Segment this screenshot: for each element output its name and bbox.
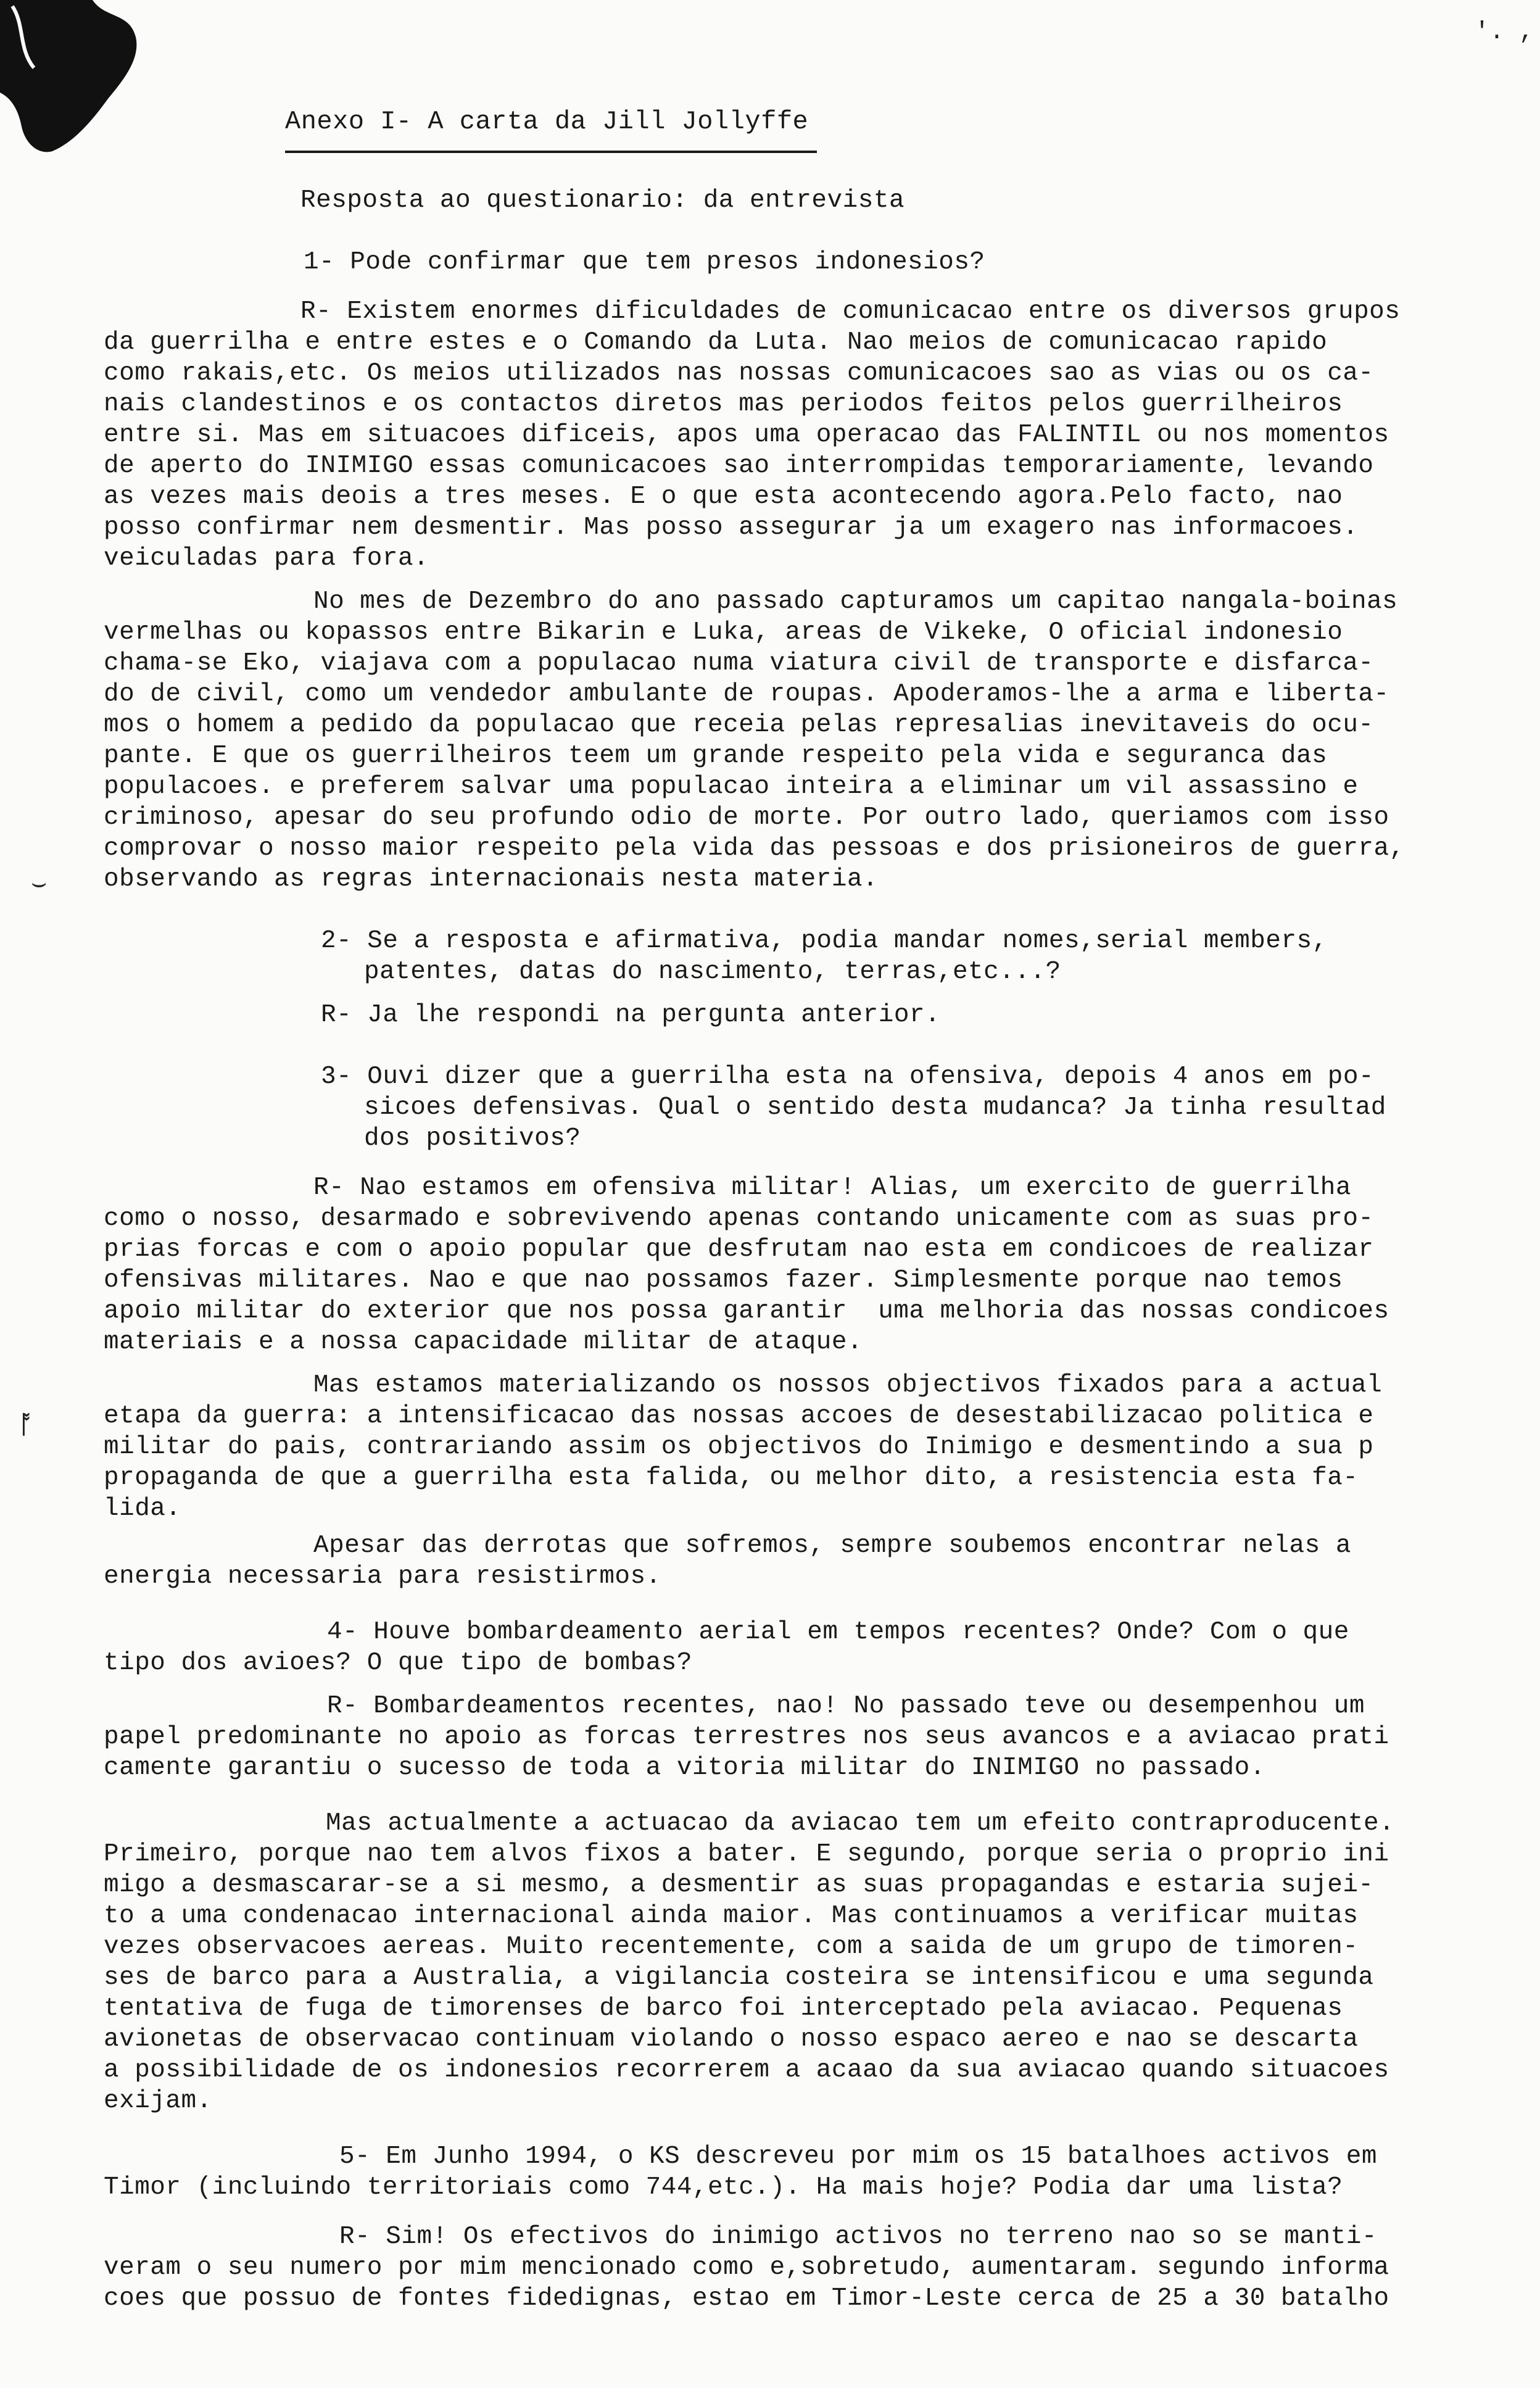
answer-5-line: R- Sim! Os efectivos do inimigo activos no terreno nao so se manti- xyxy=(339,2223,1377,2251)
paragraph-december-line: chama-se Eko, viajava com a populacao numa viatura civil de transporte e disfarca- xyxy=(104,649,1374,678)
question-5: 5- Em Junho 1994, o KS descreveu por mim os 15 batalhoes activos em xyxy=(339,2142,1377,2171)
margin-mark-top-right: '. , xyxy=(1475,19,1534,46)
answer-4-line: to a uma condenacao internacional ainda maior. Mas continuamos a verificar muitas xyxy=(104,1902,1359,1930)
answer-2: R- Ja lhe respondi na pergunta anterior. xyxy=(321,1001,941,1029)
paragraph-december-line: mos o homem a pedido da populacao que receia pelas represalias inevitaveis do ocu- xyxy=(104,711,1374,739)
question-4: tipo dos avioes? O que tipo de bombas? xyxy=(104,1649,692,1677)
answer-4-line: papel predominante no apoio as forcas terrestres nos seus avancos e a aviacao prati xyxy=(104,1723,1389,1751)
answer-3-line: energia necessaria para resistirmos. xyxy=(104,1562,661,1591)
answer-3-line: como o nosso, desarmado e sobrevivendo apenas contando unicamente com as suas pro- xyxy=(104,1204,1374,1233)
paragraph-december-line: populacoes. e preferem salvar uma populacao inteira a eliminar um vil assassino e xyxy=(104,773,1359,801)
answer-4-line: avionetas de observacao continuam violando o nosso espaco aereo e nao se descarta xyxy=(104,2025,1359,2054)
answer-4-line: migo a desmascarar-se a si mesmo, a desmentir as suas propagandas e estaria sujei- xyxy=(104,1871,1374,1899)
answer-3-line: materiais e a nossa capacidade militar de ataque. xyxy=(104,1328,863,1356)
answer-4-line: exijam. xyxy=(104,2087,212,2115)
page-title: Anexo I- A carta da Jill Jollyffe xyxy=(285,107,809,136)
answer-5-line: coes que possuo de fontes fidedignas, estao em Timor-Leste cerca de 25 a 30 batalho xyxy=(104,2284,1389,2313)
answer-1-line: posso confirmar nem desmentir. Mas posso assegurar ja um exagero nas informacoes. xyxy=(104,513,1359,542)
question-4: 4- Houve bombardeamento aerial em tempos recentes? Onde? Com o que xyxy=(327,1618,1349,1646)
question-3: dos positivos? xyxy=(364,1124,581,1153)
paragraph-december-line: observando as regras internacionais nesta materia. xyxy=(104,865,879,893)
answer-3-line: Apesar das derrotas que sofremos, sempre soubemos encontrar nelas a xyxy=(313,1532,1351,1560)
answer-1-line: da guerrilha e entre estes e o Comando da Luta. Nao meios de comunicacao rapido xyxy=(104,328,1328,357)
paragraph-december-line: criminoso, apesar do seu profundo odio de morte. Por outro lado, queriamos com isso xyxy=(104,803,1389,832)
answer-4-line: Mas actualmente a actuacao da aviacao tem um efeito contraproducente. xyxy=(326,1809,1395,1838)
answer-3-line: ofensivas militares. Nao e que nao possamos fazer. Simplesmente porque nao temos xyxy=(104,1266,1343,1295)
ink-blot-decoration xyxy=(0,0,142,154)
subtitle: Resposta ao questionario: da entrevista xyxy=(300,186,905,215)
answer-4-line: tentativa de fuga de timorenses de barco foi interceptado pela aviacao. Pequenas xyxy=(104,1994,1343,2023)
answer-4-line: a possibilidade de os indonesios recorrerem a acaao da sua aviacao quando situacoes xyxy=(104,2056,1389,2084)
answer-4-line: vezes observacoes aereas. Muito recentemente, com a saida de um grupo de timoren- xyxy=(104,1933,1359,1961)
answer-3-line: propaganda de que a guerrilha esta falida, ou melhor dito, a resistencia esta fa- xyxy=(104,1464,1359,1492)
answer-1-line: como rakais,etc. Os meios utilizados nas nossas comunicacoes sao as vias ou os ca- xyxy=(104,359,1374,388)
question-2: patentes, datas do nascimento, terras,etc...? xyxy=(364,958,1061,986)
answer-1-line: entre si. Mas em situacoes dificeis, apos uma operacao das FALINTIL ou nos momentos xyxy=(104,421,1389,449)
answer-4-line: R- Bombardeamentos recentes, nao! No passado teve ou desempenhou um xyxy=(327,1692,1365,1720)
margin-mark-left-1: ⌣ xyxy=(31,871,48,899)
answer-3-line: Mas estamos materializando os nossos objectivos fixados para a actual xyxy=(313,1371,1383,1399)
answer-3-line: apoio militar do exterior que nos possa garantir uma melhoria das nossas condicoes xyxy=(104,1297,1389,1325)
question-1: 1- Pode confirmar que tem presos indonesios? xyxy=(304,248,985,276)
paragraph-december-line: pante. E que os guerrilheiros teem um grande respeito pela vida e seguranca das xyxy=(104,742,1328,770)
answer-3-line: R- Nao estamos em ofensiva militar! Alias, um exercito de guerrilha xyxy=(313,1174,1351,1202)
paragraph-december-line: No mes de Dezembro do ano passado capturamos um capitao nangala-boinas xyxy=(313,587,1398,616)
answer-4-line: ses de barco para a Australia, a vigilancia costeira se intensificou e uma segunda xyxy=(104,1963,1374,1992)
question-3: 3- Ouvi dizer que a guerrilha esta na ofensiva, depois 4 anos em po- xyxy=(321,1063,1375,1091)
answer-4-line: Primeiro, porque nao tem alvos fixos a bater. E segundo, porque seria o proprio ini xyxy=(104,1840,1389,1868)
answer-1-line: nais clandestinos e os contactos diretos mas periodos feitos pelos guerrilheiros xyxy=(104,390,1343,418)
answer-3-line: etapa da guerra: a intensificacao das nossas accoes de desestabilizacao politica e xyxy=(104,1402,1374,1430)
question-2: 2- Se a resposta e afirmativa, podia mandar nomes,serial members, xyxy=(321,927,1328,955)
answer-1-line: R- Existem enormes dificuldades de comunicacao entre os diversos grupos xyxy=(300,297,1401,326)
answer-5-line: veram o seu numero por mim mencionado como e,sobretudo, aumentaram. segundo informa xyxy=(104,2253,1389,2282)
answer-3-line: militar do pais, contrariando assim os objectivos do Inimigo e desmentindo a sua p xyxy=(104,1433,1374,1461)
answer-1-line: as vezes mais deois a tres meses. E o que esta acontecendo agora.Pelo facto, nao xyxy=(104,483,1343,511)
paragraph-december-line: vermelhas ou kopassos entre Bikarin e Luka, areas de Vikeke, O oficial indonesio xyxy=(104,618,1343,647)
answer-1-line: de aperto do INIMIGO essas comunicacoes sao interrompidas temporariamente, levando xyxy=(104,452,1374,480)
answer-3-line: lida. xyxy=(104,1495,181,1523)
title-underline xyxy=(285,151,817,153)
answer-3-line: prias forcas e com o apoio popular que desfrutam nao esta em condicoes de realizar xyxy=(104,1235,1374,1264)
question-5: Timor (incluindo territoriais como 744,etc.). Ha mais hoje? Podia dar uma lista? xyxy=(104,2173,1343,2202)
answer-4-line: camente garantiu o sucesso de toda a vitoria militar do INIMIGO no passado. xyxy=(104,1754,1265,1782)
paragraph-december-line: do de civil, como um vendedor ambulante de roupas. Apoderamos-lhe a arma e liberta- xyxy=(104,680,1389,708)
margin-mark-left-2: ᚩ xyxy=(19,1413,33,1441)
paragraph-december-line: comprovar o nosso maior respeito pela vida das pessoas e dos prisioneiros de guerra, xyxy=(104,834,1405,863)
answer-1-line: veiculadas para fora. xyxy=(104,544,429,573)
question-3: sicoes defensivas. Qual o sentido desta mudanca? Ja tinha resultad xyxy=(364,1093,1386,1122)
